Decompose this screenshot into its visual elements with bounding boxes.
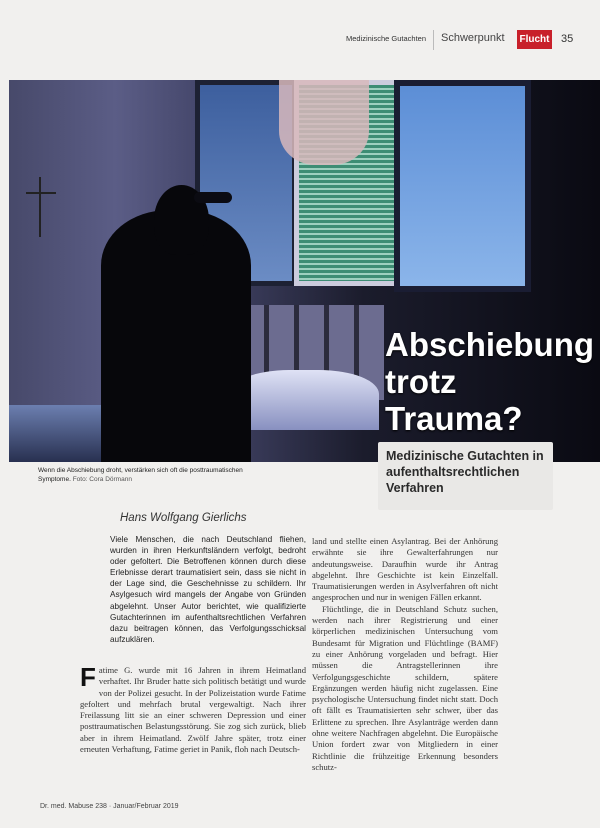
title-line: Trauma?	[385, 400, 523, 437]
window-right	[394, 80, 531, 292]
photo-caption	[38, 466, 268, 484]
running-head-section: Medizinische Gutachten	[345, 34, 426, 43]
article-title	[385, 326, 594, 437]
topic-tag: Flucht	[517, 30, 552, 49]
title-line: Abschiebung	[385, 326, 595, 363]
caption-text: Wenn die Abschiebung droht, verstärken sich oft die posttraumatischen Symptome.	[38, 467, 243, 483]
article-subtitle: Medizinische Gutachten in aufenthaltsrechtlichen Verfahren	[386, 449, 544, 495]
drop-cap: F	[80, 662, 96, 692]
author-name: Hans Wolfgang Gierlichs	[120, 512, 247, 524]
body-column-2	[312, 536, 498, 773]
lead-paragraph: Viele Menschen, die nach Deutschland fliehen, wurden in ihren Herkunftsländern verfolgt, bedroht oder gefoltert. Die Betroffenen können durch diese Erlebnisse derart traumatisiert sein, dass sie nicht in der Lage sind, die Geschehnisse zu schildern. Ihr Asylgesuch wird mangels der Angabe von Gründen abgelehnt. Unser Autor berichtet, wie qualifizierte Gutachterinnen im aufenthaltsrechtlichen Verfahren dazu beitragen können, das Verfolgungsschicksal aufzuklären.	[110, 535, 306, 644]
header-divider	[433, 30, 434, 50]
page-footer: Dr. med. Mabuse 238 · Januar/Februar 2019	[40, 803, 179, 810]
hanging-cloth	[279, 80, 369, 165]
running-head-focus: Schwerpunkt	[441, 32, 505, 44]
bed-sheet	[229, 370, 379, 430]
cap-brim	[194, 192, 232, 203]
body-column-1	[80, 662, 306, 755]
photo-credit: Foto: Cora Dörmann	[72, 476, 132, 483]
subtitle-box	[378, 442, 553, 510]
cross-icon-bar	[26, 192, 56, 194]
body-paragraph: Flüchtlinge, die in Deutschland Schutz suchen, werden nach ihrer Registrierung und einer körperlichen medizinischen Untersuchung vom Bundesamt für Migration und Flüchtlinge (BAMF) zu einer Anhörung vorgeladen und befragt. Hier müssen die Antragstellerinnen ihre Verfolgungsgeschichte schildern, spätere Ergänzungen werden häufig nicht zugelassen. Eine psychologische Untersuchung findet nicht statt. Doch oft fällt es Traumatisierten sehr schwer, über das Erlittene zu sprechen. Ihre Asylanträge werden dann ohne weitere Nachfragen abgelehnt. Die Europäische Union fordert zwar von Mitgliedern in einer Richtlinie die frühzeitige Erkennung besonders schutz-	[312, 603, 498, 772]
body-paragraph: land und stellte einen Asylantrag. Bei der Anhörung erwähnte sie ihre Gewalterfahrungen nur andeutungsweise. Daraufhin wurde ihr Antrag abgelehnt. Ihre Geschichte ist kein Einzelfall. Traumatisierungen werden in Asylverfahren oft nicht angesprochen und nur in wenigen Fällen erkannt.	[312, 536, 498, 603]
body-text: atime G. wurde mit 16 Jahren in ihrem Heimatland verhaftet. Ihr Bruder hatte sich politisch betätigt und wurde von der Polizei gesucht. In der Polizeistation wurde Fatime gefoltert und mehrfach brutal vergewaltigt. Nach ihrer Freilassung litt sie an einer schweren Depression und einer posttraumatischen Belastungsstörung. Sie zog sich zurück, blieb aber in ihrem Heimatland. Zwölf Jahre später, trotz einer erneuten Verhaftung, Fatime geriet in Panik, floh nach Deutsch-	[80, 665, 306, 755]
title-line: trotz	[385, 363, 457, 400]
page-number: 35	[561, 33, 574, 45]
cross-icon	[39, 177, 41, 237]
